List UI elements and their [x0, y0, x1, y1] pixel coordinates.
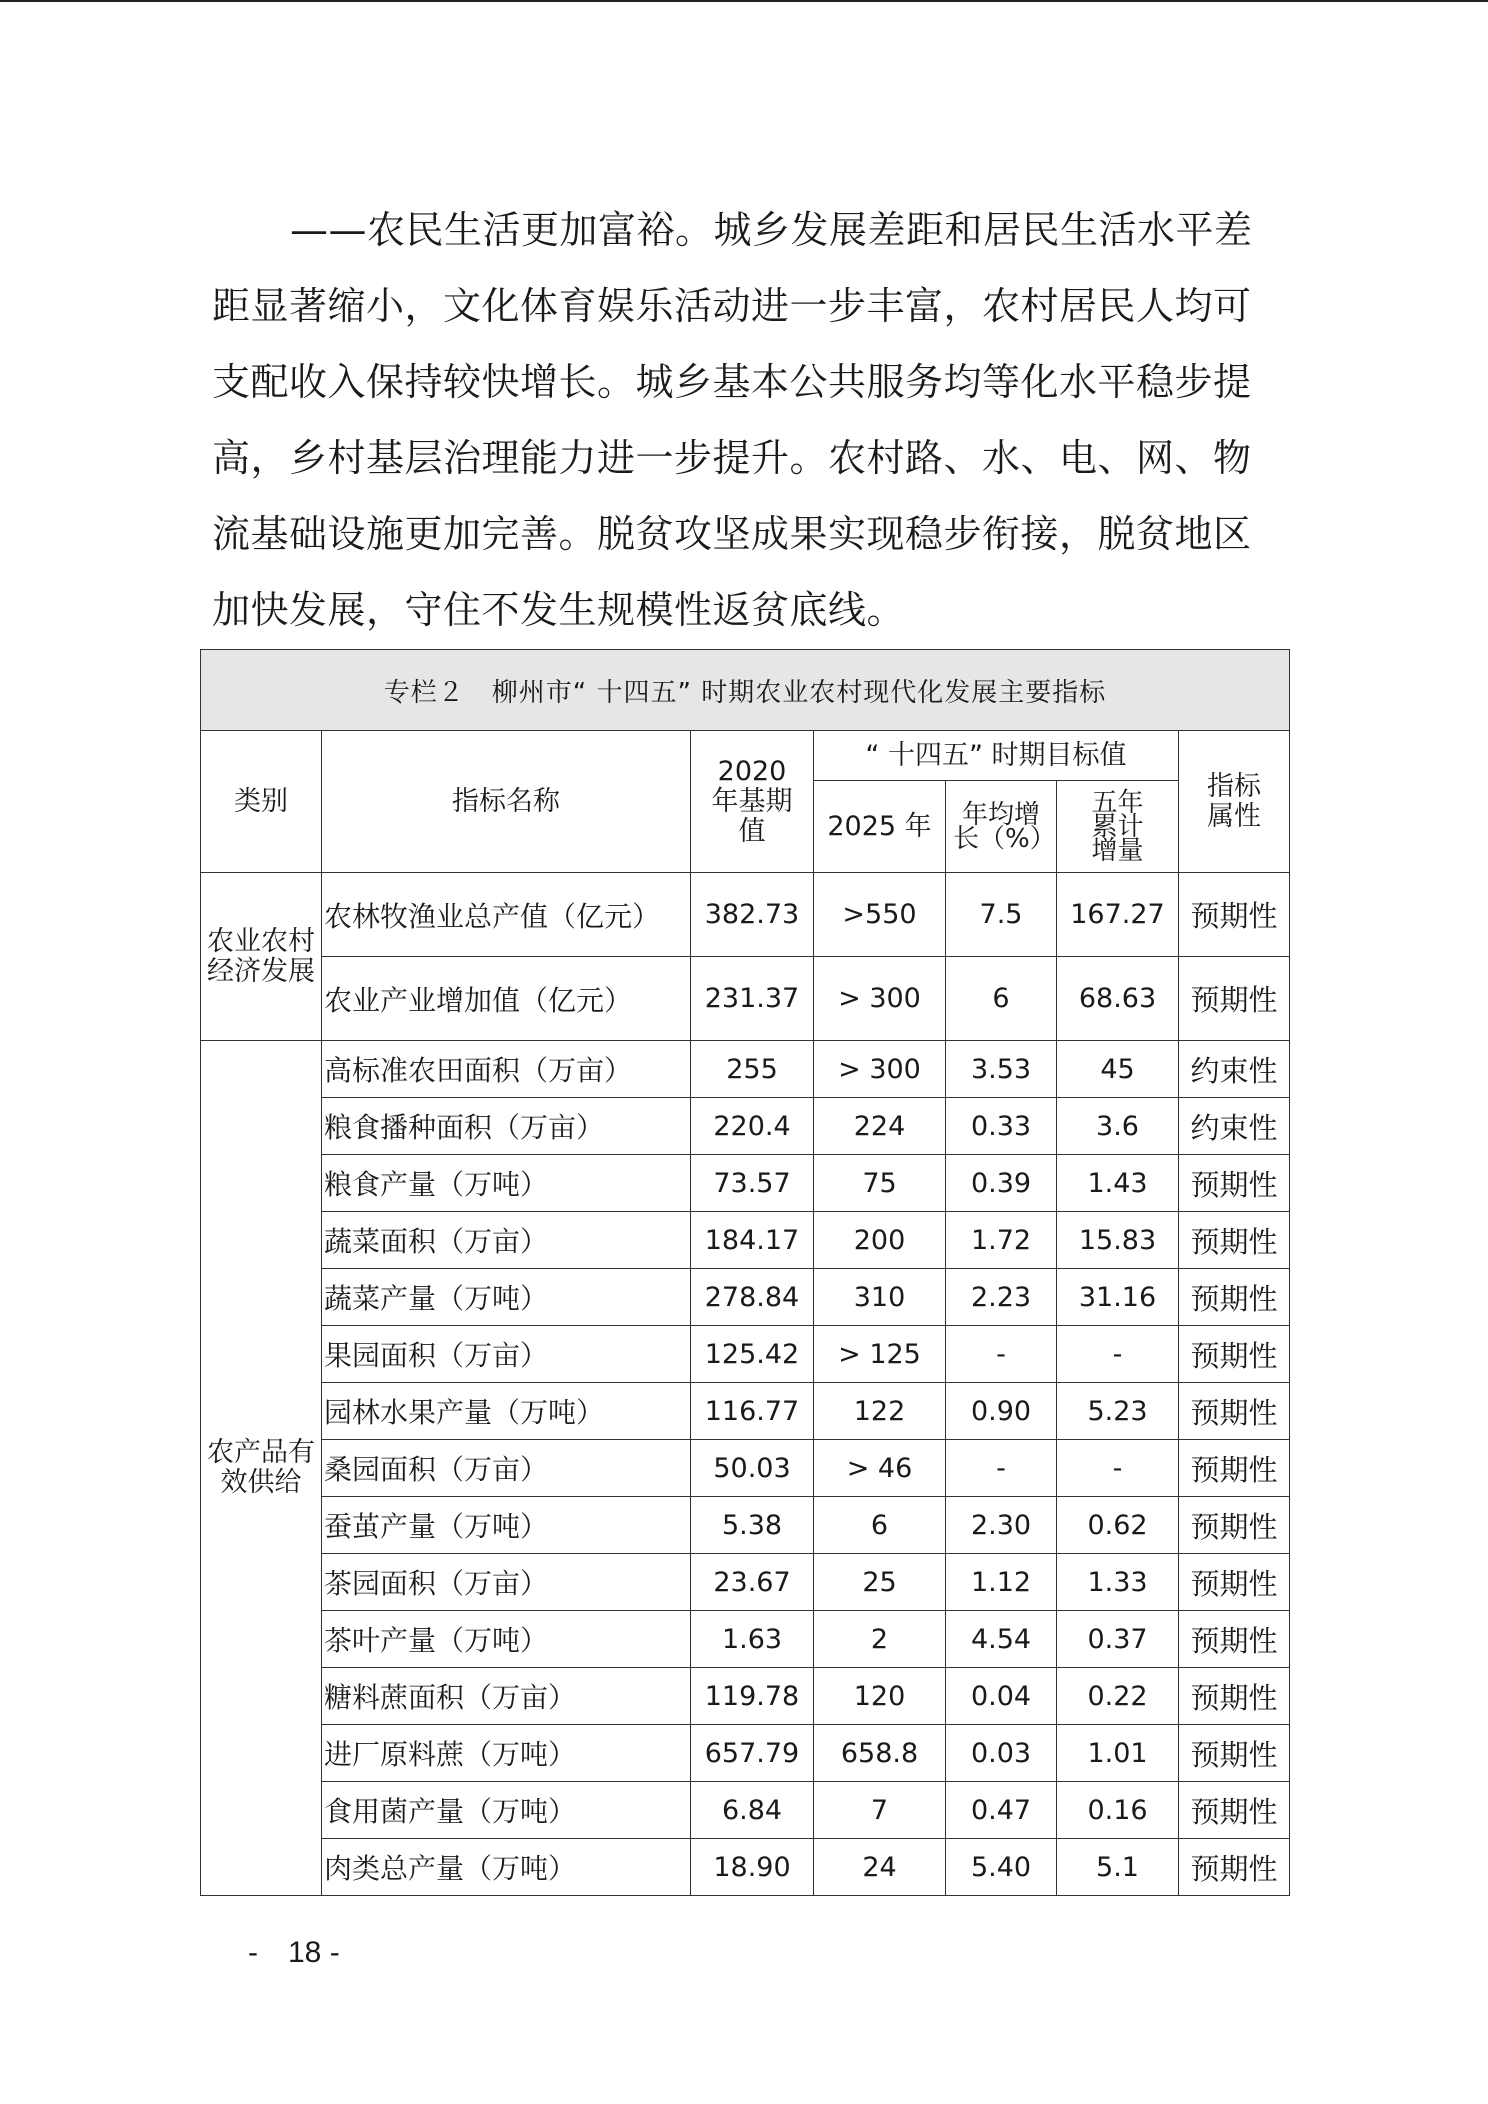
target-2025-cell: 658.8 [814, 1725, 946, 1782]
attribute-cell: 预期性 [1179, 1725, 1290, 1782]
base-value-cell: 382.73 [691, 873, 814, 957]
base-value-cell: 50.03 [691, 1440, 814, 1497]
annual-growth-cell: 0.33 [946, 1098, 1057, 1155]
indicator-name-cell: 食用菌产量（万吨） [322, 1782, 691, 1839]
five-year-increment-cell: - [1057, 1440, 1179, 1497]
target-2025-cell: > 300 [814, 957, 946, 1041]
five-year-increment-cell: 1.43 [1057, 1155, 1179, 1212]
indicator-name-cell: 桑园面积（万亩） [322, 1440, 691, 1497]
indicator-name-cell: 蔬菜产量（万吨） [322, 1269, 691, 1326]
header-category: 类别 [201, 731, 322, 873]
five-year-increment-cell: 31.16 [1057, 1269, 1179, 1326]
attribute-cell: 预期性 [1179, 1383, 1290, 1440]
attribute-cell: 预期性 [1179, 1497, 1290, 1554]
indicator-name-cell: 肉类总产量（万吨） [322, 1839, 691, 1896]
annual-growth-cell: - [946, 1440, 1057, 1497]
annual-growth-cell: 0.04 [946, 1668, 1057, 1725]
table-row [201, 1269, 1290, 1326]
base-value-cell: 184.17 [691, 1212, 814, 1269]
five-year-increment-cell: 5.1 [1057, 1839, 1179, 1896]
attribute-cell: 预期性 [1179, 1839, 1290, 1896]
attribute-cell: 预期性 [1179, 1440, 1290, 1497]
base-value-cell: 6.84 [691, 1782, 814, 1839]
base-value-cell: 657.79 [691, 1725, 814, 1782]
top-border-line [0, 0, 1488, 2]
annual-growth-cell: 2.23 [946, 1269, 1057, 1326]
header-target-group: “ 十四五” 时期目标值 [814, 731, 1179, 781]
category-label: 农业农村经济发展 [207, 925, 315, 987]
indicator-name-cell: 果园面积（万亩） [322, 1326, 691, 1383]
annual-growth-cell: 2.30 [946, 1497, 1057, 1554]
five-year-increment-cell: 68.63 [1057, 957, 1179, 1041]
paragraph-line: 距显著缩小，文化体育娱乐活动进一步丰富，农村居民人均可 [212, 284, 1252, 328]
five-year-increment-cell: 15.83 [1057, 1212, 1179, 1269]
annual-growth-cell: 3.53 [946, 1041, 1057, 1098]
indicator-table [200, 649, 1290, 1896]
annual-growth-cell: 4.54 [946, 1611, 1057, 1668]
indicator-name-cell: 粮食播种面积（万亩） [322, 1098, 691, 1155]
five-year-increment-cell: 0.37 [1057, 1611, 1179, 1668]
base-value-cell: 231.37 [691, 957, 814, 1041]
target-2025-cell: > 300 [814, 1041, 946, 1098]
base-value-cell: 18.90 [691, 1839, 814, 1896]
attribute-cell: 预期性 [1179, 1269, 1290, 1326]
header-five-year [1057, 781, 1179, 873]
target-2025-cell: 24 [814, 1839, 946, 1896]
annual-growth-cell: 0.90 [946, 1383, 1057, 1440]
indicator-name-cell: 蚕茧产量（万吨） [322, 1497, 691, 1554]
target-2025-cell: >550 [814, 873, 946, 957]
attribute-cell: 预期性 [1179, 1212, 1290, 1269]
header-five-year-text: 五年累计增量 [1091, 787, 1144, 866]
table-row [201, 1041, 1290, 1098]
five-year-increment-cell: 0.22 [1057, 1668, 1179, 1725]
annual-growth-cell: 5.40 [946, 1839, 1057, 1896]
body-paragraph [212, 192, 1277, 648]
annual-growth-cell: 7.5 [946, 873, 1057, 957]
target-2025-cell: 75 [814, 1155, 946, 1212]
table-row [201, 873, 1290, 957]
paragraph-line: 加快发展，守住不发生规模性返贫底线。 [212, 588, 906, 632]
indicator-name-cell: 蔬菜面积（万亩） [322, 1212, 691, 1269]
table-row [201, 1326, 1290, 1383]
attribute-cell: 预期性 [1179, 1611, 1290, 1668]
paragraph-line: ——农民生活更加富裕。城乡发展差距和居民生活水平差 [290, 208, 1253, 252]
category-label: 农产品有效供给 [207, 1437, 315, 1498]
five-year-increment-cell: 167.27 [1057, 873, 1179, 957]
paragraph-line: 高，乡村基层治理能力进一步提升。农村路、水、电、网、物 [212, 436, 1252, 480]
table-row [201, 1554, 1290, 1611]
target-2025-cell: 6 [814, 1497, 946, 1554]
annual-growth-cell: 0.47 [946, 1782, 1057, 1839]
indicator-name-cell: 园林水果产量（万吨） [322, 1383, 691, 1440]
five-year-increment-cell: 3.6 [1057, 1098, 1179, 1155]
target-2025-cell: 224 [814, 1098, 946, 1155]
base-value-cell: 255 [691, 1041, 814, 1098]
indicator-name-cell: 糖料蔗面积（万亩） [322, 1668, 691, 1725]
header-attribute-text: 指标属性 [1207, 770, 1262, 832]
target-2025-cell: 122 [814, 1383, 946, 1440]
header-annual-growth [946, 781, 1057, 873]
five-year-increment-cell: 45 [1057, 1041, 1179, 1098]
indicator-name-cell: 进厂原料蔗（万吨） [322, 1725, 691, 1782]
annual-growth-cell: 6 [946, 957, 1057, 1041]
header-target-2025: 2025 年 [814, 781, 946, 873]
base-value-cell: 73.57 [691, 1155, 814, 1212]
paragraph-line: 支配收入保持较快增长。城乡基本公共服务均等化水平稳步提 [212, 360, 1252, 404]
base-value-cell: 278.84 [691, 1269, 814, 1326]
category-cell [201, 1041, 322, 1896]
table-row [201, 1839, 1290, 1896]
page-number: - 18 - [248, 1936, 340, 1969]
attribute-cell: 约束性 [1179, 1041, 1290, 1098]
five-year-increment-cell: 5.23 [1057, 1383, 1179, 1440]
indicator-name-cell: 农业产业增加值（亿元） [322, 957, 691, 1041]
table-row [201, 1440, 1290, 1497]
indicator-name-cell: 农林牧渔业总产值（亿元） [322, 873, 691, 957]
table-row [201, 1383, 1290, 1440]
target-2025-cell: 120 [814, 1668, 946, 1725]
annual-growth-cell: - [946, 1326, 1057, 1383]
target-2025-cell: 25 [814, 1554, 946, 1611]
five-year-increment-cell: 0.62 [1057, 1497, 1179, 1554]
table-row [201, 1782, 1290, 1839]
five-year-increment-cell: 1.33 [1057, 1554, 1179, 1611]
target-2025-cell: > 46 [814, 1440, 946, 1497]
target-2025-cell: > 125 [814, 1326, 946, 1383]
table-row [201, 1497, 1290, 1554]
table-row [201, 1668, 1290, 1725]
attribute-cell: 预期性 [1179, 1326, 1290, 1383]
paragraph-line: 流基础设施更加完善。脱贫攻坚成果实现稳步衔接，脱贫地区 [212, 512, 1252, 556]
table-row [201, 1725, 1290, 1782]
attribute-cell: 约束性 [1179, 1098, 1290, 1155]
target-2025-cell: 200 [814, 1212, 946, 1269]
table-row [201, 1155, 1290, 1212]
attribute-cell: 预期性 [1179, 1554, 1290, 1611]
annual-growth-cell: 0.03 [946, 1725, 1057, 1782]
indicator-name-cell: 粮食产量（万吨） [322, 1155, 691, 1212]
indicator-name-cell: 高标准农田面积（万亩） [322, 1041, 691, 1098]
annual-growth-cell: 0.39 [946, 1155, 1057, 1212]
header-base-value [691, 731, 814, 873]
base-value-cell: 1.63 [691, 1611, 814, 1668]
header-attribute [1179, 731, 1290, 873]
base-value-cell: 119.78 [691, 1668, 814, 1725]
attribute-cell: 预期性 [1179, 957, 1290, 1041]
table-row [201, 1212, 1290, 1269]
header-indicator-name: 指标名称 [322, 731, 691, 873]
five-year-increment-cell: - [1057, 1326, 1179, 1383]
target-2025-cell: 7 [814, 1782, 946, 1839]
five-year-increment-cell: 0.16 [1057, 1782, 1179, 1839]
annual-growth-cell: 1.12 [946, 1554, 1057, 1611]
base-value-cell: 220.4 [691, 1098, 814, 1155]
base-value-cell: 5.38 [691, 1497, 814, 1554]
table-row [201, 957, 1290, 1041]
base-value-cell: 125.42 [691, 1326, 814, 1383]
attribute-cell: 预期性 [1179, 1782, 1290, 1839]
indicator-name-cell: 茶叶产量（万吨） [322, 1611, 691, 1668]
target-2025-cell: 2 [814, 1611, 946, 1668]
attribute-cell: 预期性 [1179, 873, 1290, 957]
attribute-cell: 预期性 [1179, 1668, 1290, 1725]
header-annual-growth-text: 年均增长（%） [953, 799, 1056, 854]
five-year-increment-cell: 1.01 [1057, 1725, 1179, 1782]
base-value-cell: 116.77 [691, 1383, 814, 1440]
table-row [201, 1098, 1290, 1155]
indicator-name-cell: 茶园面积（万亩） [322, 1554, 691, 1611]
category-cell [201, 873, 322, 1041]
table-caption: 专栏２ 柳州市“ 十四五” 时期农业农村现代化发展主要指标 [201, 650, 1290, 731]
annual-growth-cell: 1.72 [946, 1212, 1057, 1269]
attribute-cell: 预期性 [1179, 1155, 1290, 1212]
header-base-value-text: 2020 年基期值 [711, 755, 793, 847]
table-row [201, 1611, 1290, 1668]
target-2025-cell: 310 [814, 1269, 946, 1326]
base-value-cell: 23.67 [691, 1554, 814, 1611]
